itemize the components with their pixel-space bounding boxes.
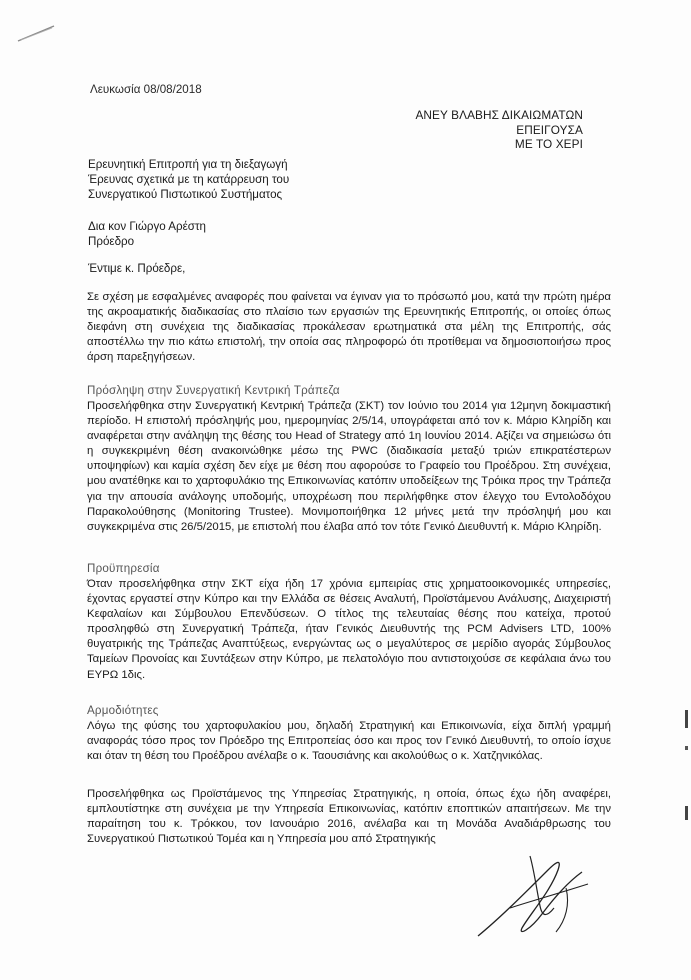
scan-edge-mark-icon [685,710,688,830]
notice-line: ΜΕ ΤΟ ΧΕΡΙ [514,137,583,151]
salutation: Έντιμε κ. Πρόεδρε, [88,262,186,275]
section-heading: Προϋπηρεσία [87,562,160,575]
addressee-block [88,157,289,203]
attention-line: Πρόεδρο [88,235,135,249]
addressee-line: Ερευνητική Επιτροπή για τη διεξαγωγή [88,158,288,171]
notice-line: ΕΠΕΙΓΟΥΣΑ [516,122,583,137]
attention-block [88,219,206,249]
section-paragraph: Προσελήφθηκα στην Συνεργατική Κεντρική Τράπεζα (ΣΚΤ) τον Ιούνιο του 2014 για 12μηνη δοκιμαστική περίοδο. Η επιστολή πρόσληψής μου, ημερομηνίας 2/5/14, υπογράφεται από τον κ. Μάριο Κληρίδη και αναφέρεται στην ανάληψη της θέσης του Head of Strategy από 1η Ιουνίου 2014. Αξίζει να σημειώσω ότι η συγκεκριμένη θέση ανακοινώθηκε μέσω της PWC (διαδικασία μεταξύ τριών επικρατέστερων υποψηφίων) και καμία σχέση δεν είχε με θέση που αφορούσε το Γραφείο του Προέδρου. Στη συνέχεια, μου ανατέθηκε και το χαρτοφυλάκιο της Επικοινωνίας κατόπιν υποδείξεων της Τρόικα προς την Τράπεζα για την απουσία ανάλογης υποδομής, υποχρέωση που περιλήφθηκε στον έλεγχο του Εντολοδόχου Παρακολούθησης (Monitoring Trustee). Μονιμοποιήθηκα 12 μήνες μετά την πρόσληψή μου και συγκεκριμένα στις 26/5/2015, με επιστολή που έλαβα από τον τότε Γενικό Διευθυντή κ. Μάριο Κληρίδη. [87,400,611,533]
section-paragraph: Προσελήφθηκα ως Προϊστάμενος της Υπηρεσίας Στρατηγικής, η οποία, όπως έχω ήδη αναφέρει, εμπλουτίστηκε στη συνέχεια με την Υπηρεσία Επικοινωνίας, κατόπιν εποπτικών απαιτήσεων. Με την παραίτηση του κ. Τρόκκου, τον Ιανουάριο 2016, ανέλαβα και τη Μονάδα Αναδιάρθρωσης του Συνεργατικού Πιστωτικού Τομέα και η Υπηρεσία μου από Στρατηγικής [87,788,611,846]
section-heading: Αρμοδιότητες [87,704,159,717]
signature-icon [470,848,600,943]
section-paragraph: Λόγω της φύσης του χαρτοφυλακίου μου, δηλαδή Στρατηγική και Επικοινωνία, είχα διπλή γραμμή αναφοράς τόσο προς τον Πρόεδρο της Επιτροπείας όσο και προς τον Γενικό Διευθυντή, το οποίο ίσχυε και όταν τη θέση του Προέδρου ανέλαβε ο κ. Ταουσιάνης και ακολούθως ο κ. Χατζηνικόλας. [87,720,611,763]
section-heading: Πρόσληψη στην Συνεργατική Κεντρική Τράπεζα [87,384,340,397]
addressee-line: Έρευνας σχετικά με τη κατάρρευση του [88,173,290,187]
section-paragraph: Όταν προσελήφθηκα στην ΣΚΤ είχα ήδη 17 χρόνια εμπειρίας στις χρηματοοικονομικές υπηρεσίες, έχοντας εργαστεί στην Κύπρο και την Ελλάδα σε θέσεις Αναλυτή, Προϊστάμενου Ανάλυσης, Διαχειριστή Κεφαλαίων και Σύμβουλου Επενδύσεων. Ο τίτλος της τελευταίας θέσης που κατείχα, προτού προσληφθώ στη Συνεργατική Τράπεζα, ήταν Γενικός Διευθυντής της PCM Advisers LTD, 100% θυγατρικής της Τράπεζας Αναπτύξεως, ενεργώντας ως ο μεγαλύτερος σε μερίδιο αγοράς Σύμβουλος Ταμείων Προνοίας και Συντάξεων στην Κύπρο, με πελατολόγιο που αντιστοιχούσε σε κεφάλαια άνω του ΕΥΡΩ 1δις. [87,578,611,681]
letter-date: Λευκωσία 08/08/2018 [90,83,202,96]
notice-line: ΑΝΕΥ ΒΛΑΒΗΣ ΔΙΚΑΙΩΜΑΤΩΝ [415,108,583,122]
attention-line: Δια κον Γιώργο Αρέστη [88,220,206,233]
pen-mark-icon [16,22,58,44]
intro-paragraph: Σε σχέση με εσφαλμένες αναφορές που φαίνεται να έγιναν για το πρόσωπό μου, κατά την πρώτη ημέρα της ακροαματικής διαδικασίας στο πλαίσιο των εργασιών της Ερευνητικής Επιτροπής, οι οποίες όπως διεφάνη στη συνέχεια της διαδικασίας προκάλεσαν ερωτηματικά στα μέλη της Επιτροπής, σάς αποστέλλω την πιο κάτω επιστολή, την οποία σας πληροφορώ ότι προτίθεμαι να δημοσιοποιήσω προς άρση παρεξηγήσεων. [87,291,611,364]
notice-block [415,108,583,152]
addressee-line: Συνεργατικού Πιστωτικού Συστήματος [88,188,283,202]
